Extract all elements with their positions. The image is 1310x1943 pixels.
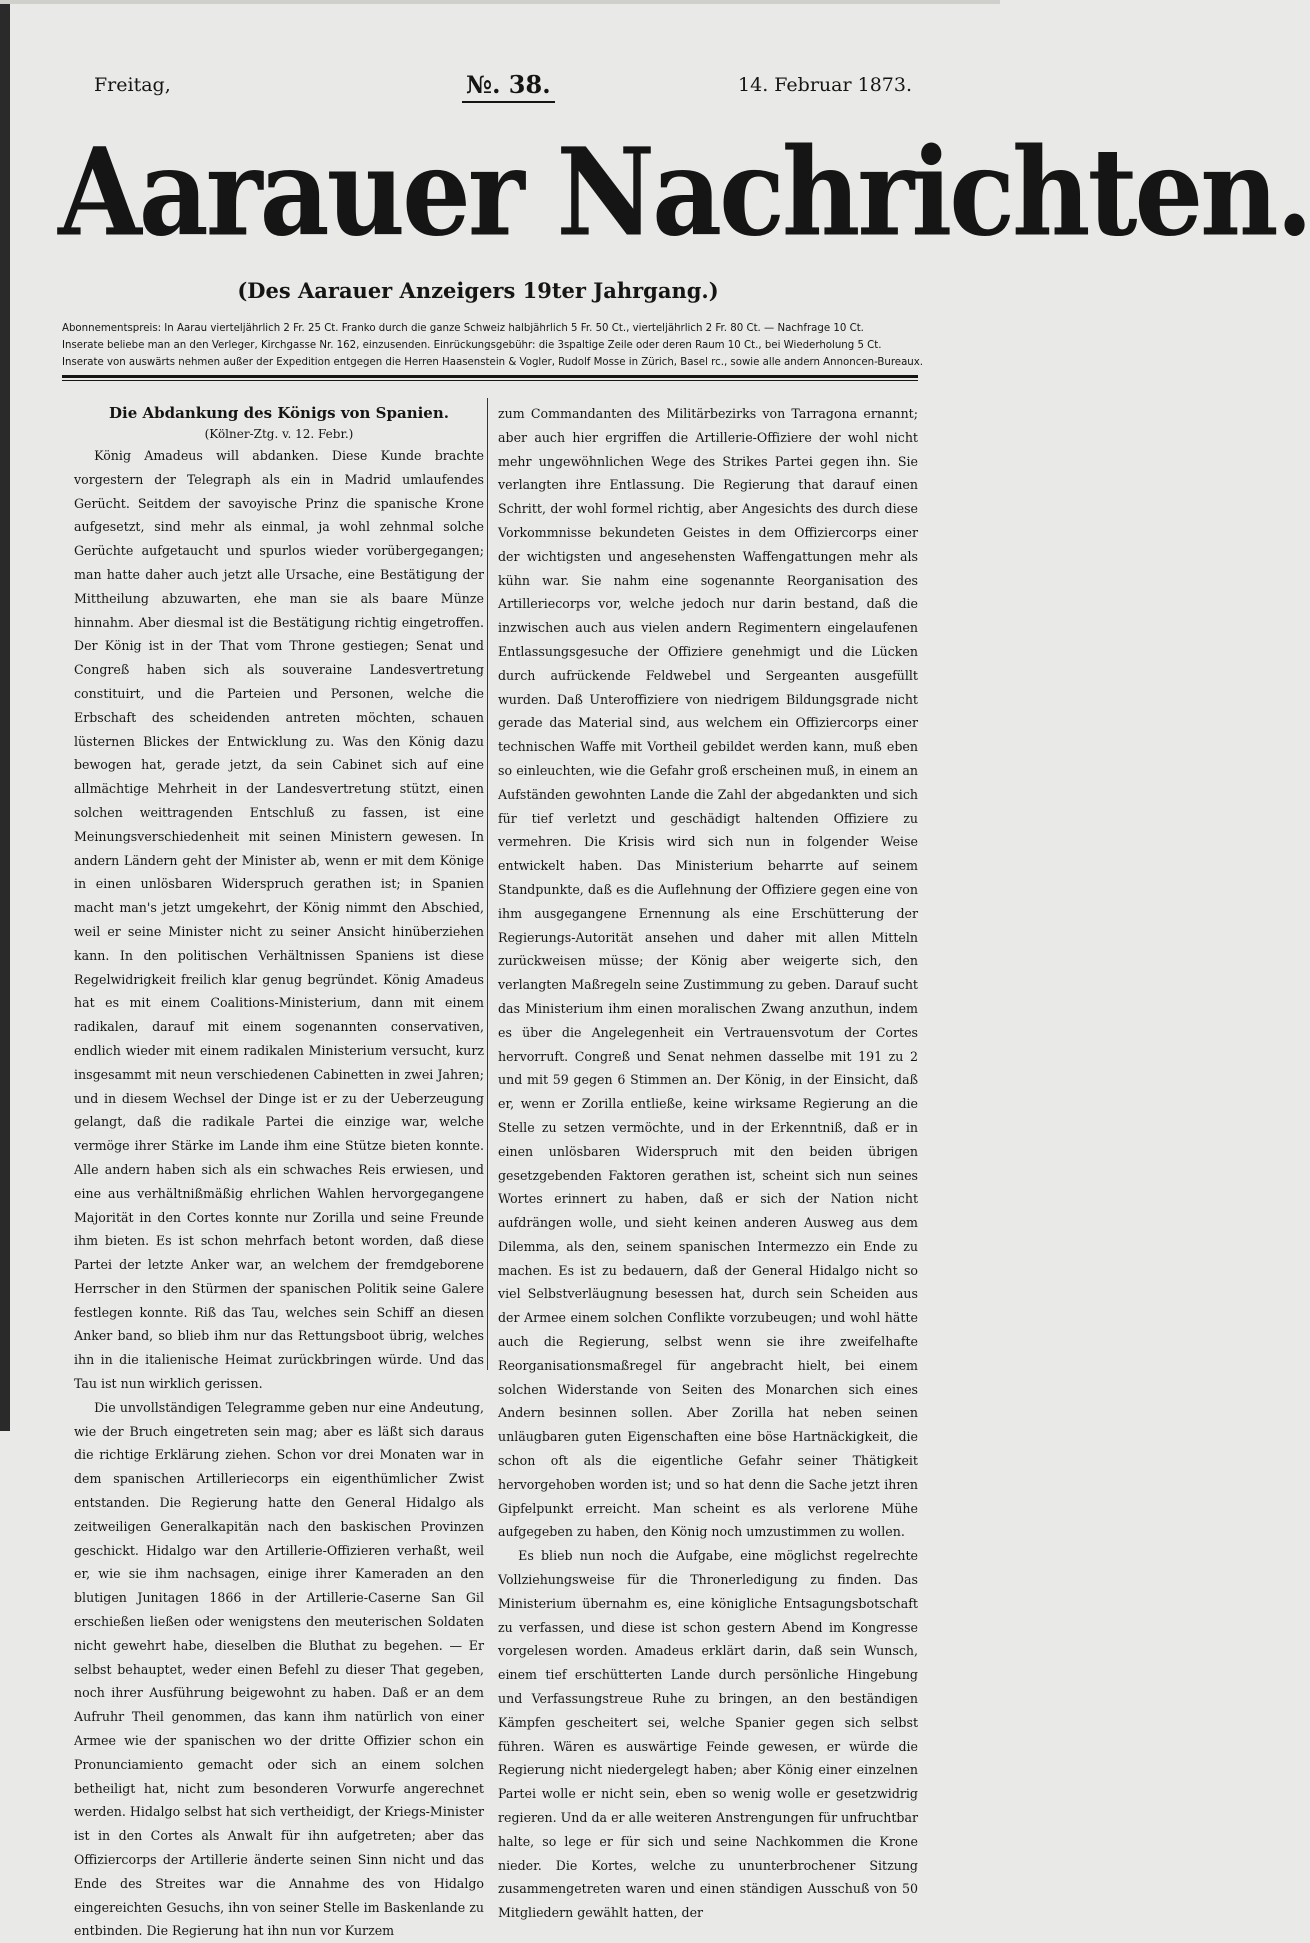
masthead-top-line bbox=[94, 70, 912, 108]
column-divider bbox=[487, 398, 488, 1370]
newspaper-title: Aarauer Nachrichten. bbox=[58, 122, 1310, 264]
article-paragraph: König Amadeus will abdanken. Diese Kunde brachte vorgestern der Telegraph als ein in Madrid umlaufendes Gerücht. Seitdem der savoyische Prinz die spanische Krone aufgesetzt, sind mehr als einmal, ja wohl zehnmal solche Gerüchte aufgetaucht und spurlos wieder vorübergegangen; man hatte daher auch jetzt alle Ursache, eine Bestätigung der Mittheilung abzuwarten, ehe man sie als baare Münze hinnahm. Aber diesmal ist die Bestätigung richtig eingetroffen. Der König ist in der That vom Throne gestiegen; Senat und Congreß haben sich als souveraine Landesvertretung constituirt, und die Parteien und Personen, welche die Erbschaft des scheidenden antreten möchten, schauen lüsternen Blickes der Entwicklung zu. Was den König dazu bewogen hat, gerade jetzt, da sein Cabinet sich auf eine allmächtige Mehrheit in der Landesvertretung stützt, einen solchen weittragenden Entschluß zu fassen, ist eine Meinungsverschiedenheit mit seinen Ministern gewesen. In andern Ländern geht der Minister ab, wenn er mit dem Könige in einen unlösbaren Widerspruch gerathen ist; in Spanien macht man's jetzt umgekehrt, der König nimmt den Abschied, weil er seine Minister nicht zu seiner Ansicht hinüberziehen kann. In den politischen Verhältnissen Spaniens ist diese Regelwidrigkeit freilich klar genug begründet. König Amadeus hat es mit einem Coalitions-Ministerium, dann mit einem radikalen, darauf mit einem sogenannten conservativen, endlich wieder mit einem radikalen Ministerium versucht, kurz insgesammt mit neun verschiedenen Cabinetten in zwei Jahren; und in diesem Wechsel der Dinge ist er zu der Ueberzeugung gelangt, daß die radikale Partei die einzige war, welche vermöge ihrer Stärke im Lande ihm eine Stütze bieten konnte. Alle andern haben sich als ein schwaches Reis erwiesen, und eine aus verhältnißmäßig ehrlichen Wahlen hervorgegangene Majorität in den Cortes konnte nur Zorilla und seine Freunde ihm bieten. Es ist schon mehrfach betont worden, daß diese Partei der letzte Anker war, an welchem der fremdgeborene Herrscher in den Stürmen der spanischen Politik seine Galere festlegen konnte. Riß das Tau, welches sein Schiff an diesen Anker band, so blieb ihm nur das Rettungsboot übrig, welches ihn in die italienische Heimat zurückbringen würde. Und das Tau ist nun wirklich gerissen. bbox=[74, 448, 484, 1392]
scan-edge-left bbox=[0, 0, 10, 1431]
notice-line: Inserate von auswärts nehmen außer der Expedition entgegen die Herren Haasenstein & Vogler, Rudolf Mosse in Zürich, Basel rc., sowie alle andern Annoncen-Bureaux. bbox=[62, 357, 924, 368]
subscription-notice bbox=[62, 320, 924, 371]
notice-line: Abonnementspreis: In Aarau vierteljährlich 2 Fr. 25 Ct. Franko durch die ganze Schweiz halbjährlich 5 Fr. 50 Ct., vierteljährlich 2 Fr. 80 Ct. — Nachfrage 10 Ct. bbox=[62, 323, 864, 334]
article-source: (Kölner-Ztg. v. 12. Febr.) bbox=[204, 427, 354, 441]
issue-date: 14. Februar 1873. bbox=[738, 74, 912, 96]
article-paragraph: Es blieb nun noch die Aufgabe, eine möglichst regelrechte Vollziehungsweise für die Thronerledigung zu finden. Das Ministerium übernahm es, eine königliche Entsagungsbotschaft zu verfassen, und diese ist schon gestern Abend im Kongresse vorgelesen worden. Amadeus erklärt darin, daß sein Wunsch, einem tief erschütterten Lande durch persönliche Hingebung und Verfassungstreue Ruhe zu bringen, an den beständigen Kämpfen gescheitert sei, welche Spanier gegen sich selbst führen. Wären es auswärtige Feinde gewesen, er würde die Regierung nicht niedergelegt haben; aber König einer einzelnen Partei wolle er nicht sein, eben so wenig wolle er gesetzwidrig regieren. Und da er alle weiteren Anstrengungen für unfruchtbar halte, so lege er für sich und seine Nachkommen die Krone nieder. Die Kortes, welche zu ununterbrochener Sitzung zusammengetreten waren und einen ständigen Ausschuß von 50 Mitgliedern gewählt hatten, der bbox=[498, 1548, 918, 1921]
article-column-left bbox=[74, 402, 484, 1943]
notice-line: Inserate beliebe man an den Verleger, Kirchgasse Nr. 162, einzusenden. Einrückungsgebühr: die 3spaltige Zeile oder deren Raum 10 Ct., bei Wiederholung 5 Ct. bbox=[62, 340, 882, 351]
article-paragraph: Die unvollständigen Telegramme geben nur eine Andeutung, wie der Bruch eingetreten sein mag; aber es läßt sich daraus die richtige Erklärung ziehen. Schon vor drei Monaten war in dem spanischen Artilleriecorps ein eigenthümlicher Zwist entstanden. Die Regierung hatte den General Hidalgo als zeitweiligen Generalkapitän nach den baskischen Provinzen geschickt. Hidalgo war den Artillerie-Offizieren verhaßt, weil er, wie sie ihm nachsagen, einige ihrer Kameraden an den blutigen Junitagen 1866 in der Artillerie-Caserne San Gil erschießen ließen oder wenigstens den meuterischen Soldaten nicht gewehrt habe, dieselben die Bluthat zu begehen. — Er selbst behauptet, weder einen Befehl zu dieser That gegeben, noch ihrer Ausführung beigewohnt zu haben. Daß er an dem Aufruhr Theil genommen, das kann ihm natürlich von einer Armee wie der spanischen wo der dritte Offizier schon ein Pronunciamiento gemacht oder sich an einem solchen betheiligt hat, nicht zum besonderen Vorwurfe angerechnet werden. Hidalgo selbst hat sich vertheidigt, der Kriegs-Minister ist in den Cortes als Anwalt für ihn aufgetreten; aber das Offiziercorps der Artillerie änderte seinen Sinn nicht und das Ende des Streites war die Annahme des von Hidalgo eingereichten Gesuchs, ihn von seiner Stelle im Baskenlande zu entbinden. Die Regierung hat ihn nun vor Kurzem bbox=[74, 1399, 484, 1939]
article-column-right bbox=[498, 402, 918, 1925]
header-rule bbox=[62, 375, 918, 378]
article-title: Die Abdankung des Königs von Spanien. bbox=[109, 404, 449, 422]
weekday: Freitag, bbox=[94, 74, 171, 96]
header-rule-thin bbox=[62, 380, 918, 381]
newspaper-page bbox=[28, 0, 1310, 1939]
newspaper-subtitle: (Des Aarauer Anzeigers 19ter Jahrgang.) bbox=[237, 278, 719, 303]
issue-number: №. 38. bbox=[462, 70, 555, 103]
article-paragraph: zum Commandanten des Militärbezirks von Tarragona ernannt; aber auch hier ergriffen die Artillerie-Offiziere der wohl nicht mehr ungewöhnlichen Wege des Strikes Partei gegen ihn. Sie verlangten ihre Entlassung. Die Regierung that darauf einen Schritt, der wohl formel richtig, aber Angesichts des durch diese Vorkommnisse bekundeten Geistes in dem Offiziercorps einer der wichtigsten und angesehensten Waffengattungen mehr als kühn war. Sie nahm eine sogenannte Reorganisation des Artilleriecorps vor, welche jedoch nur darin bestand, daß die inzwischen auch aus vielen andern Regimentern eingelaufenen Entlassungsgesuche der Offiziere genehmigt und die Lücken durch aufrückende Feldwebel und Sergeanten ausgefüllt wurden. Daß Unteroffiziere von niedrigem Bildungsgrade nicht gerade das Material sind, aus welchem ein Offiziercorps einer technischen Waffe mit Vortheil gebildet werden kann, muß eben so einleuchten, wie die Gefahr groß erscheinen muß, in einem an Aufständen gewohnten Lande die Zahl der abgedankten und sich für tief verletzt und geschädigt haltenden Offiziere zu vermehren. Die Krisis wird sich nun in folgender Weise entwickelt haben. Das Ministerium beharrte auf seinem Standpunkte, daß es die Auflehnung der Offiziere gegen eine von ihm ausgegangene Ernennung als eine Erschütterung der Regierungs-Autorität ansehen und daher mit allen Mitteln zurückweisen müsse; der König aber weigerte sich, den verlangten Maßregeln seine Zustimmung zu geben. Darauf sucht das Ministerium ihm einen moralischen Zwang anzuthun, indem es über die Angelegenheit ein Vertrauensvotum der Cortes hervorruft. Congreß und Senat nehmen dasselbe mit 191 zu 2 und mit 59 gegen 6 Stimmen an. Der König, in der Einsicht, daß er, wenn er Zorilla entließe, keine wirksame Regierung an die Stelle zu setzen vermöchte, und in der Erkenntniß, daß er in einen unlösbaren Widerspruch mit den beiden übrigen gesetzgebenden Faktoren gerathen ist, scheint sich nun seines Wortes erinnert zu haben, daß er sich der Nation nicht aufdrängen wolle, und sieht keinen anderen Ausweg aus dem Dilemma, als den, seinem spanischen Intermezzo ein Ende zu machen. Es ist zu bedauern, daß der General Hidalgo nicht so viel Selbstverläugnung besessen hat, durch sein Scheiden aus der Armee einem solchen Conflikte vorzubeugen; und wohl hätte auch die Regierung, selbst wenn sie ihre zweifelhafte Reorganisationsmaßregel für angebracht hielt, bei einem solchen Widerstande von Seiten des Monarchen sich eines Andern besinnen sollen. Aber Zorilla hat neben seinen unläugbaren guten Eigenschaften eine böse Hartnäckigkeit, die schon oft als die eigentliche Gefahr seiner Thätigkeit hervorgehoben worden ist; und so hat denn die Sache jetzt ihren Gipfelpunkt erreicht. Man scheint es als verlorene Mühe aufgegeben zu haben, den König noch umzustimmen zu wollen. bbox=[498, 406, 918, 1540]
